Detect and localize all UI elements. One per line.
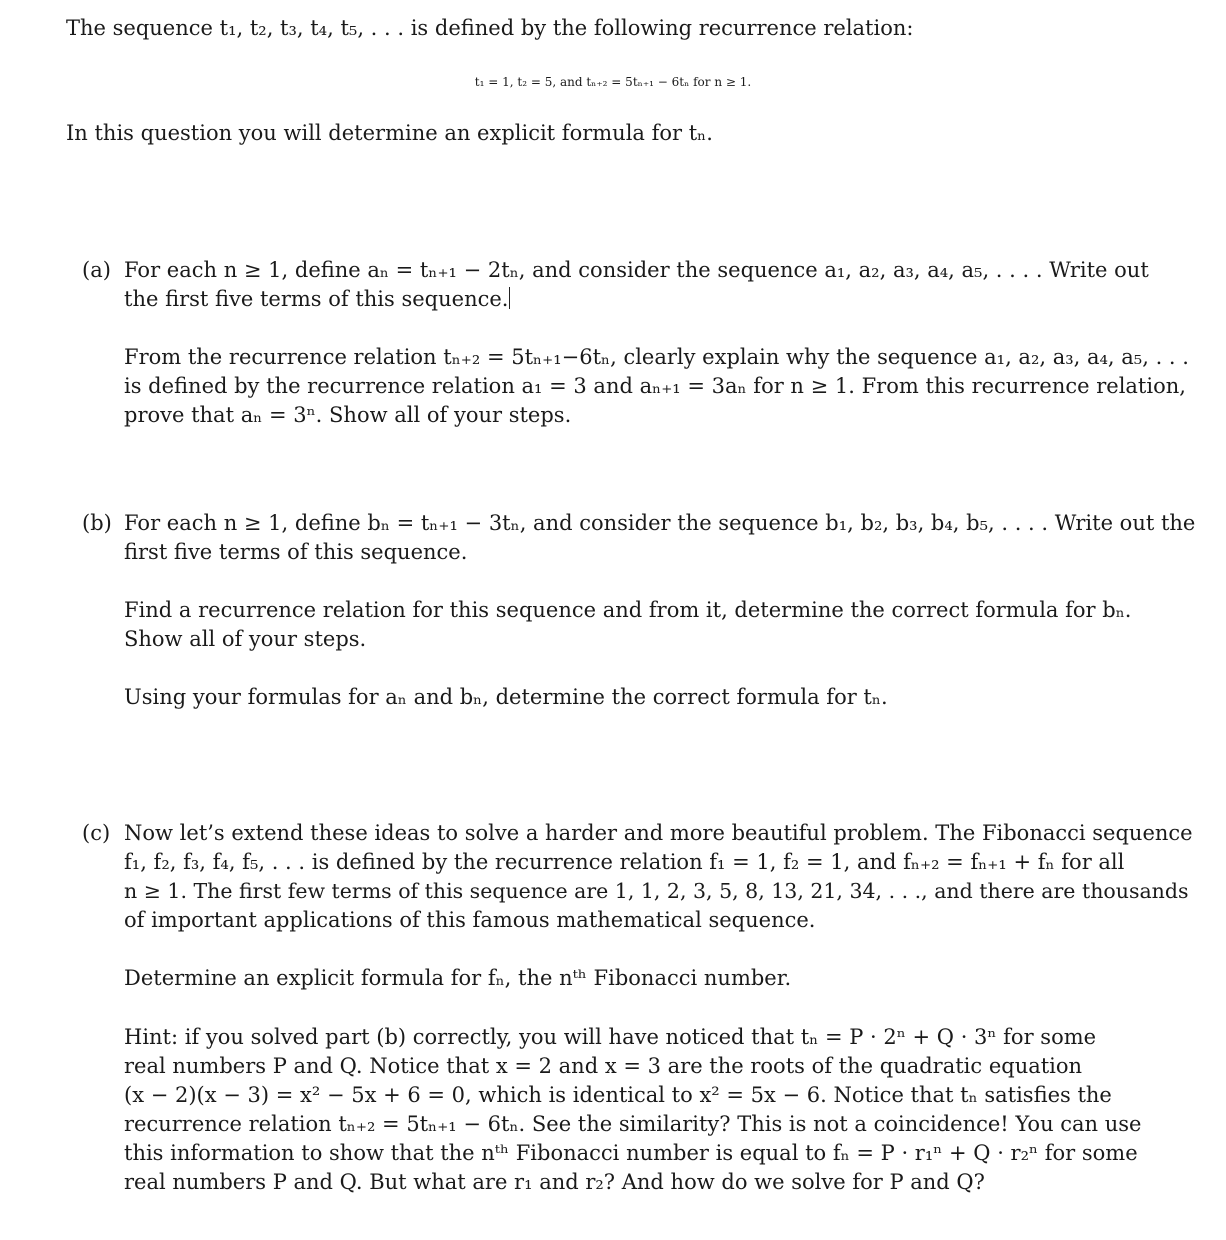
part-b-label: (b) xyxy=(82,511,112,535)
hint-line: Hint: if you solved part (b) correctly, you will have noticed that tₙ = P · 2ⁿ + Q · 3ⁿ for some xyxy=(124,1025,1097,1049)
intro-goal-line: In this question you will determine an explicit formula for tₙ. xyxy=(66,121,713,145)
part-b-text-line: Show all of your steps. xyxy=(124,627,367,651)
part-a-text-line: the first five terms of this sequence. xyxy=(124,287,509,311)
part-c-text-line: Now let’s extend these ideas to solve a harder and more beautiful problem. The Fibonacci sequence xyxy=(124,821,1193,845)
part-a-text-line: prove that aₙ = 3ⁿ. Show all of your steps. xyxy=(124,403,572,427)
part-b-text-line: For each n ≥ 1, define bₙ = tₙ₊₁ − 3tₙ, and consider the sequence b₁, b₂, b₃, b₄, b₅, . . . . Write out the xyxy=(124,511,1196,535)
part-a-label: (a) xyxy=(82,258,111,282)
part-c-text-line: n ≥ 1. The first few terms of this sequence are 1, 1, 2, 3, 5, 8, 13, 21, 34, . . ., and there are thousands xyxy=(124,879,1189,903)
hint-line: real numbers P and Q. Notice that x = 2 and x = 3 are the roots of the quadratic equation xyxy=(124,1054,1083,1078)
recurrence-equation: t₁ = 1, t₂ = 5, and tₙ₊₂ = 5tₙ₊₁ − 6tₙ for n ≥ 1. xyxy=(474,75,752,89)
part-a-text-line: is defined by the recurrence relation a₁ = 3 and aₙ₊₁ = 3aₙ for n ≥ 1. From this recurrence relation, xyxy=(124,374,1186,398)
hint-line: this information to show that the nᵗʰ Fibonacci number is equal to fₙ = P · r₁ⁿ + Q · r₂ⁿ for some xyxy=(124,1141,1138,1165)
part-c-text-line: of important applications of this famous mathematical sequence. xyxy=(124,908,816,932)
part-c-text-line: Determine an explicit formula for fₙ, the nᵗʰ Fibonacci number. xyxy=(124,966,792,990)
hint-line: recurrence relation tₙ₊₂ = 5tₙ₊₁ − 6tₙ. See the similarity? This is not a coincidence! You can use xyxy=(124,1112,1142,1136)
part-b-text-line: Find a recurrence relation for this sequence and from it, determine the correct formula for bₙ. xyxy=(124,598,1132,622)
part-a-text-line: From the recurrence relation tₙ₊₂ = 5tₙ₊₁−6tₙ, clearly explain why the sequence a₁, a₂, a₃, a₄, a₅, . . . xyxy=(124,345,1189,369)
part-b-text-line: first five terms of this sequence. xyxy=(124,540,468,564)
part-b-text-line: Using your formulas for aₙ and bₙ, determine the correct formula for tₙ. xyxy=(124,685,888,709)
part-c-label: (c) xyxy=(82,821,111,845)
intro-line: The sequence t₁, t₂, t₃, t₄, t₅, . . . is defined by the following recurrence relation: xyxy=(66,16,914,40)
hint-line: real numbers P and Q. But what are r₁ and r₂? And how do we solve for P and Q? xyxy=(124,1170,985,1194)
part-a-text-line: For each n ≥ 1, define aₙ = tₙ₊₁ − 2tₙ, and consider the sequence a₁, a₂, a₃, a₄, a₅, . . . . Write out xyxy=(124,258,1149,282)
part-c-text-line: f₁, f₂, f₃, f₄, f₅, . . . is defined by the recurrence relation f₁ = 1, f₂ = 1, and fₙ₊₂ = fₙ₊₁ + fₙ for all xyxy=(124,850,1125,874)
hint-line: (x − 2)(x − 3) = x² − 5x + 6 = 0, which is identical to x² = 5x − 6. Notice that tₙ satisfies the xyxy=(124,1083,1112,1107)
text-cursor xyxy=(509,287,510,309)
